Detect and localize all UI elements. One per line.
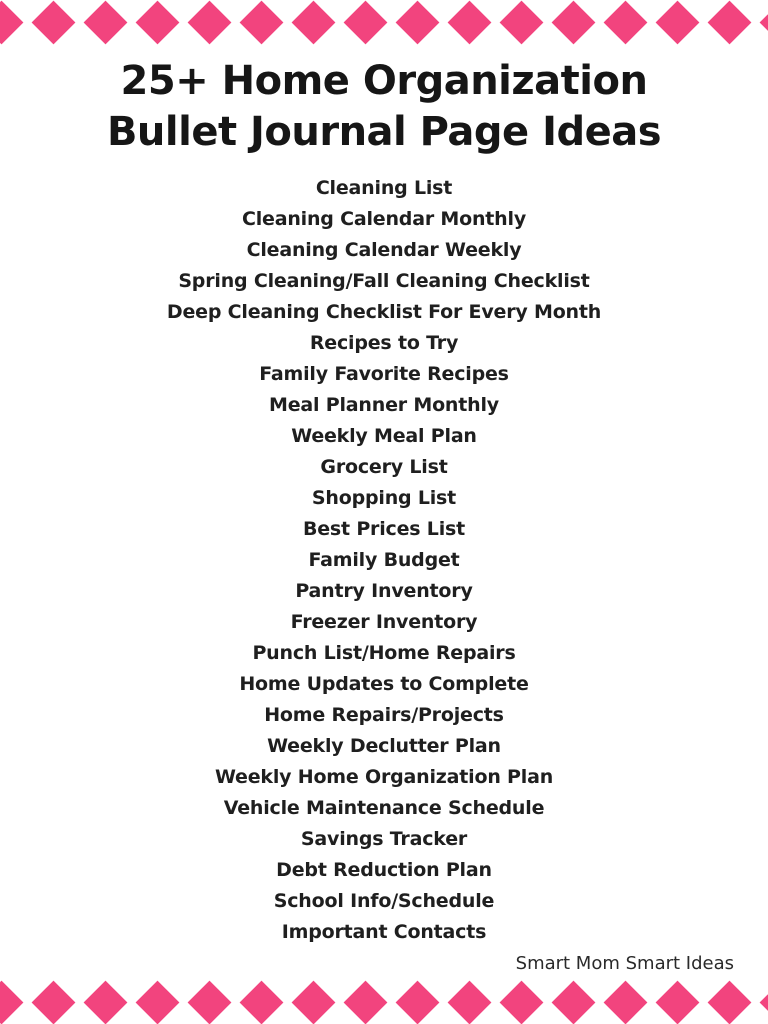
list-item: Cleaning Calendar Weekly	[246, 239, 522, 261]
diamond-shape	[291, 0, 335, 44]
diamond-shape	[395, 980, 439, 1024]
diamond-shape	[31, 980, 75, 1024]
diamond-shape	[31, 0, 75, 44]
list-item: Pantry Inventory	[295, 580, 473, 602]
diamond-shape	[447, 980, 491, 1024]
top-diamond-border	[0, 0, 768, 48]
diamond-shape	[291, 980, 335, 1024]
diamond-shape	[447, 0, 491, 44]
diamond-shape	[187, 0, 231, 44]
diamond-shape	[135, 980, 179, 1024]
list-item: Important Contacts	[281, 921, 487, 943]
list-item: Recipes to Try	[309, 332, 459, 354]
list-item: Freezer Inventory	[290, 611, 478, 633]
diamond-shape	[343, 980, 387, 1024]
list-item: Home Updates to Complete	[239, 673, 529, 695]
list-item: Shopping List	[311, 487, 457, 509]
diamond-shape	[551, 980, 595, 1024]
diamond-shape	[499, 980, 543, 1024]
diamond-shape	[395, 0, 439, 44]
title-line-1: 25+ Home Organization	[120, 58, 648, 104]
title-line-2: Bullet Journal Page Ideas	[106, 109, 662, 155]
bottom-diamond-border	[0, 980, 768, 1024]
list-item: Family Budget	[308, 549, 460, 571]
list-item: Punch List/Home Repairs	[252, 642, 516, 664]
diamond-shape	[239, 980, 283, 1024]
diamond-shape	[759, 0, 768, 44]
list-item: School Info/Schedule	[273, 890, 495, 912]
list-item: Cleaning List	[315, 177, 453, 199]
diamond-shape	[707, 980, 751, 1024]
diamond-shape	[83, 980, 127, 1024]
list-item: Debt Reduction Plan	[276, 859, 492, 881]
list-item: Best Prices List	[302, 518, 466, 540]
diamond-shape	[655, 980, 699, 1024]
list-item: Spring Cleaning/Fall Cleaning Checklist	[178, 270, 590, 292]
diamond-shape	[551, 0, 595, 44]
diamond-shape	[499, 0, 543, 44]
list-item: Savings Tracker	[300, 828, 468, 850]
diamond-shape	[759, 980, 768, 1024]
list-item: Grocery List	[320, 456, 448, 478]
diamond-shape	[83, 0, 127, 44]
diamond-shape	[135, 0, 179, 44]
list-item: Vehicle Maintenance Schedule	[223, 797, 545, 819]
list-item: Home Repairs/Projects	[264, 704, 504, 726]
diamond-shape	[707, 0, 751, 44]
list-item: Weekly Meal Plan	[291, 425, 477, 447]
list-item: Weekly Declutter Plan	[267, 735, 501, 757]
credit-text: Smart Mom Smart Ideas	[515, 953, 734, 974]
diamond-shape	[0, 0, 23, 44]
diamond-shape	[239, 0, 283, 44]
diamond-shape	[655, 0, 699, 44]
diamond-shape	[0, 980, 23, 1024]
diamond-shape	[187, 980, 231, 1024]
page-title	[0, 56, 768, 158]
diamond-shape	[343, 0, 387, 44]
list-item: Weekly Home Organization Plan	[214, 766, 554, 788]
idea-list	[0, 173, 768, 948]
diamond-shape	[603, 0, 647, 44]
diamond-shape	[603, 980, 647, 1024]
list-item: Meal Planner Monthly	[269, 394, 499, 416]
list-item: Deep Cleaning Checklist For Every Month	[166, 301, 602, 323]
list-item: Cleaning Calendar Monthly	[241, 208, 527, 230]
list-item: Family Favorite Recipes	[259, 363, 509, 385]
